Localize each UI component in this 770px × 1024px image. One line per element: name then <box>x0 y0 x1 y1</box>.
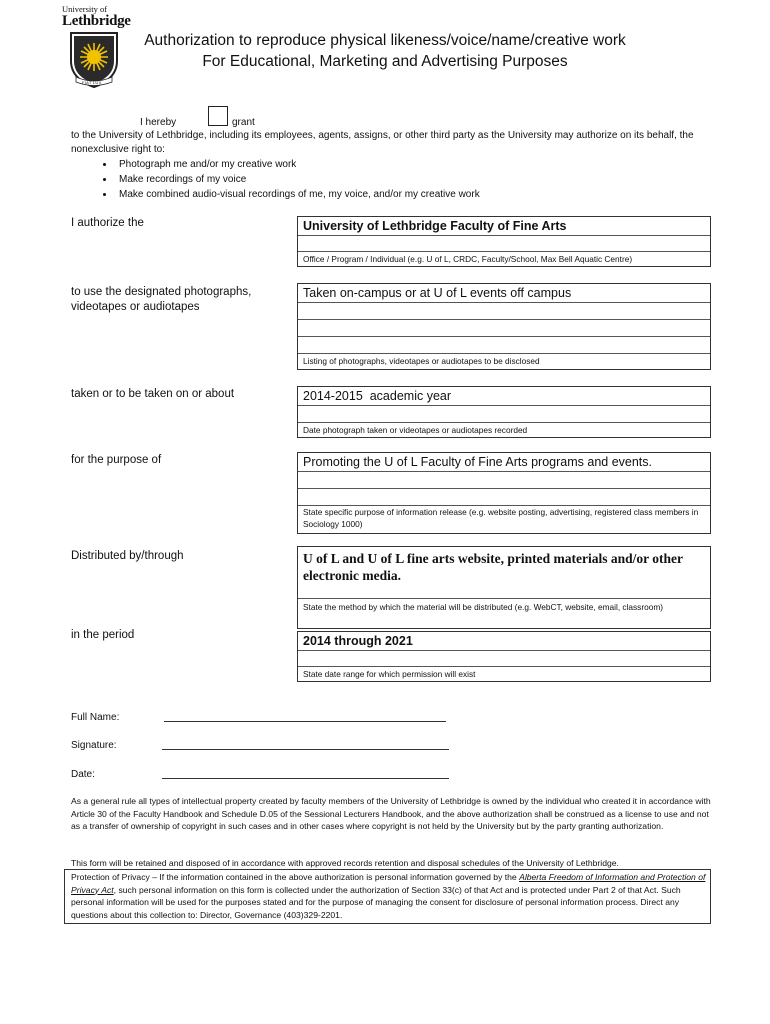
distributed-hint: State the method by which the material will be distributed (e.g. WebCT, website, email, classroom) <box>303 602 663 612</box>
purpose-blank-row[interactable] <box>298 472 710 489</box>
intro-text: to the University of Lethbridge, including its employees, agents, assigns, or other third party as the University may authorize on its behalf, the nonexclusive right to: <box>71 130 694 155</box>
taken-box <box>297 386 711 438</box>
logo-motto: FIAT LUX <box>82 80 102 85</box>
period-box <box>297 631 711 682</box>
distributed-box <box>297 546 711 629</box>
use-value[interactable]: Taken on-campus or at U of L events off campus <box>298 284 710 303</box>
period-value[interactable]: 2014 through 2021 <box>298 632 710 651</box>
privacy-box <box>64 869 711 924</box>
use-label: to use the designated photographs, videotapes or audiotapes <box>71 286 252 313</box>
full-name-label: Full Name: <box>71 712 120 723</box>
purpose-value[interactable]: Promoting the U of L Faculty of Fine Arts programs and events. <box>298 453 710 472</box>
taken-value[interactable]: 2014-2015 academic year <box>298 387 710 406</box>
privacy-text-part2: , such personal information on this form is collected under the authorization of Section 33(c) of that Act and is protected under Part 2 of that Act. Such personal information will be used for the purposes stated and for the purpose of managing the consent for disclosure of personal information process. Direct any questions about this collection to: Director, Governance (403)329-2201. <box>71 884 681 920</box>
date-line[interactable] <box>162 778 449 779</box>
privacy-text-part1: Protection of Privacy – If the information contained in the above authorization is personal information governed by the <box>71 872 520 882</box>
authorize-value[interactable]: University of Lethbridge Faculty of Fine Arts <box>298 217 710 236</box>
general-rule-text: As a general rule all types of intellectual property created by faculty members of the University of Lethbridge is owned by the individual who created it in accordance with Article 30 of the Faculty Handbook and Schedule D.05 of the Sessional Lecturers Handbook, and the above authorization shall be construed as a license to use and not as a transfer of ownership of copyright in such cases and in other cases where copyright is not held by the University but by the party granting authorization. <box>71 796 711 831</box>
taken-blank-row[interactable] <box>298 406 710 423</box>
purpose-label: for the purpose of <box>71 454 162 466</box>
list-item: • Make combined audio-visual recordings of me, my voice, and/or my creative work <box>115 187 715 202</box>
page-title <box>0 30 770 72</box>
period-blank-row[interactable] <box>298 651 710 667</box>
signature-label: Signature: <box>71 740 117 751</box>
use-blank-row[interactable] <box>298 337 710 354</box>
retention-text: This form will be retained and disposed of in accordance with approved records retention and disposal schedules of the University of Lethbridge. <box>71 858 619 868</box>
distributed-value[interactable]: U of L and U of L fine arts website, printed materials and/or other electronic media. <box>298 547 710 599</box>
logo-line2: Lethbridge <box>62 13 131 29</box>
full-name-line[interactable] <box>164 721 446 722</box>
authorize-box <box>297 216 711 267</box>
purpose-hint: State specific purpose of information release (e.g. website posting, advertising, registered class members in Sociology 1000) <box>303 507 699 529</box>
use-hint: Listing of photographs, videotapes or audiotapes to be disclosed <box>303 356 540 366</box>
use-blank-row[interactable] <box>298 303 710 320</box>
rights-list <box>71 157 715 202</box>
list-item: • Photograph me and/or my creative work <box>115 157 715 172</box>
taken-label: taken or to be taken on or about <box>71 388 235 400</box>
use-blank-row[interactable] <box>298 320 710 337</box>
use-box <box>297 283 711 370</box>
authorize-label: I authorize the <box>71 217 144 229</box>
grant-checkbox[interactable] <box>208 106 228 126</box>
signature-line[interactable] <box>162 749 449 750</box>
authorize-hint: Office / Program / Individual (e.g. U of L, CRDC, Faculty/School, Max Bell Aquatic Centre) <box>303 254 633 264</box>
authorize-blank-row[interactable] <box>298 236 710 252</box>
date-label: Date: <box>71 769 95 780</box>
distributed-label: Distributed by/through <box>71 550 184 562</box>
logo-line1: University of <box>62 4 108 14</box>
purpose-blank-row[interactable] <box>298 489 710 506</box>
title-line1: Authorization to reproduce physical likeness/voice/name/creative work <box>144 32 626 49</box>
taken-hint: Date photograph taken or videotapes or audiotapes recorded <box>303 425 528 435</box>
purpose-box <box>297 452 711 534</box>
list-item: • Make recordings of my voice <box>115 172 715 187</box>
hereby-text: I hereby <box>140 117 177 128</box>
grant-text: grant <box>232 117 255 128</box>
title-line2: For Educational, Marketing and Advertising Purposes <box>202 53 568 70</box>
period-hint: State date range for which permission will exist <box>303 669 476 679</box>
period-label: in the period <box>71 629 135 641</box>
privacy-act-title: Alberta Freedom of Information and Protection of Privacy Act <box>71 872 706 895</box>
